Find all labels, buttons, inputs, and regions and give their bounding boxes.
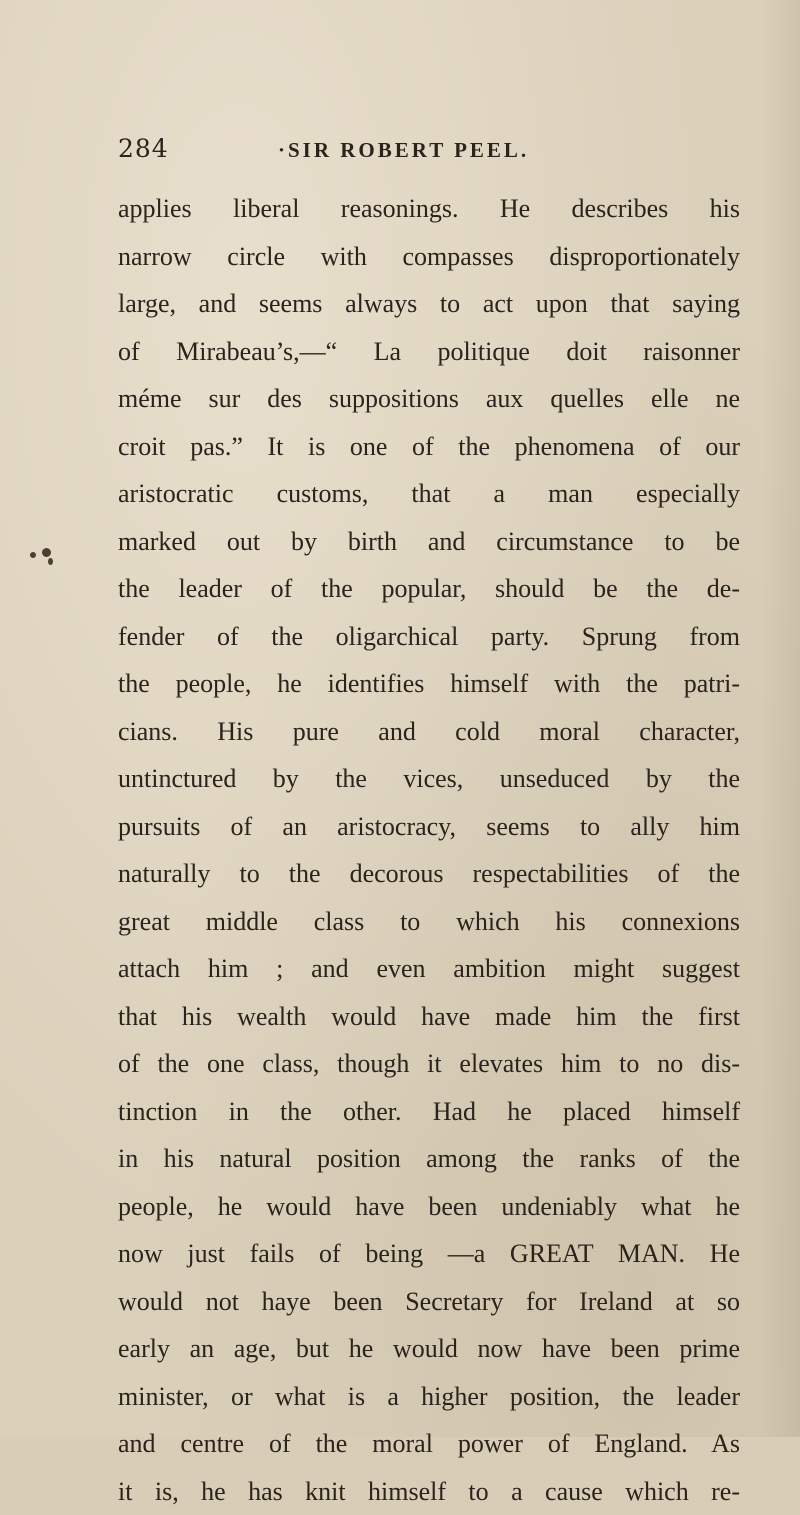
text-line: fender of the oligarchical party. Sprung from (118, 613, 740, 661)
text-line: applies liberal reasonings. He describes his (118, 185, 740, 233)
text-line: people, he would have been undeniably what he (118, 1183, 740, 1231)
text-line: it is, he has knit himself to a cause which re- (118, 1468, 740, 1515)
text-line: tinction in the other. Had he placed himself (118, 1088, 740, 1136)
text-line: of Mirabeau’s,—“ La politique doit raisonner (118, 328, 740, 376)
text-line: early an age, but he would now have been prime (118, 1325, 740, 1373)
text-line: the people, he identifies himself with the patri- (118, 660, 740, 708)
text-line: and centre of the moral power of England. As (118, 1420, 740, 1468)
text-line: great middle class to which his connexions (118, 898, 740, 946)
text-line: minister, or what is a higher position, the leader (118, 1373, 740, 1421)
ink-spot (42, 548, 51, 557)
text-line: naturally to the decorous respectabilities of the (118, 850, 740, 898)
text-line: that his wealth would have made him the first (118, 993, 740, 1041)
page-number: 284 (118, 134, 169, 163)
ink-spot (48, 558, 53, 565)
text-line: méme sur des suppositions aux quelles elle ne (118, 375, 740, 423)
text-line: now just fails of being —a GREAT MAN. He (118, 1230, 740, 1278)
text-line: croit pas.” It is one of the phenomena of our (118, 423, 740, 471)
running-head: ·SIR ROBERT PEEL. (278, 138, 529, 163)
text-line: in his natural position among the ranks of the (118, 1135, 740, 1183)
text-line: of the one class, though it elevates him to no dis- (118, 1040, 740, 1088)
page-edge-shadow (760, 0, 800, 1437)
text-line: cians. His pure and cold moral character, (118, 708, 740, 756)
body-text (118, 185, 740, 1515)
text-line: marked out by birth and circumstance to be (118, 518, 740, 566)
text-line: would not haye been Secretary for Ireland at so (118, 1278, 740, 1326)
margin-ink-spots (28, 548, 58, 574)
text-line: attach him ; and even ambition might suggest (118, 945, 740, 993)
page-header (118, 128, 738, 168)
text-line: the leader of the popular, should be the de- (118, 565, 740, 613)
text-line: large, and seems always to act upon that saying (118, 280, 740, 328)
ink-spot (30, 552, 36, 558)
text-line: pursuits of an aristocracy, seems to ally him (118, 803, 740, 851)
text-line: narrow circle with compasses disproportionately (118, 233, 740, 281)
text-line: aristocratic customs, that a man especially (118, 470, 740, 518)
text-line: untinctured by the vices, unseduced by the (118, 755, 740, 803)
